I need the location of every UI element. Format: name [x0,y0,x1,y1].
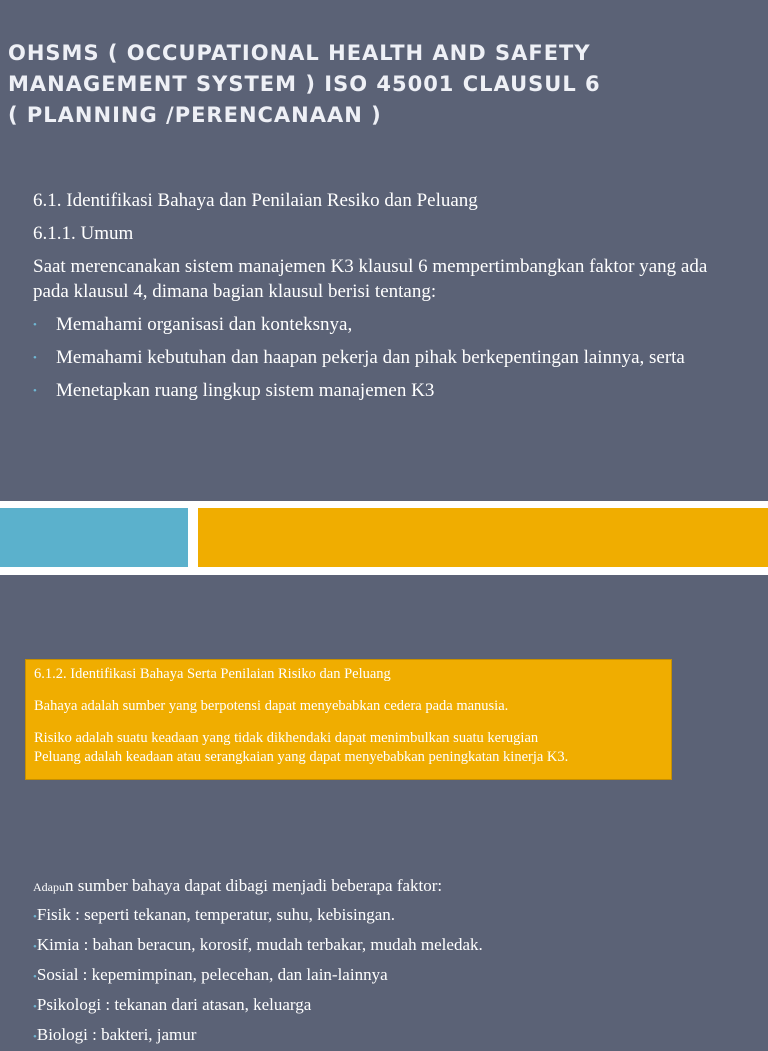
section-subheading: 6.1.1. Umum [33,223,134,244]
bullet-text: Memahami kebutuhan dan haapan pekerja dan pihak berkepentingan lainnya, serta [56,347,685,368]
hazard-item [33,991,733,1021]
box-bahaya-text: Bahaya adalah sumber yang berpotensi dapat menyebabkan cedera pada manusia. [34,698,509,714]
bullet-icon: • [33,941,37,953]
divider-orange-block [198,508,768,567]
bullet-list [33,312,733,403]
section-paragraph: Saat merencanakan sistem manajemen K3 klausul 6 mempertimbangkan faktor yang ada pada klausul 4, dimana bagian klausul berisi tentang: [33,256,708,302]
definition-box [25,659,672,780]
bullet-item [33,345,733,370]
bullet-icon: • [33,971,37,983]
bullet-icon: • [33,385,37,397]
hazard-intro-small: Adapu [33,880,65,894]
bullet-item [33,378,733,403]
section-6-1 [33,188,733,411]
bullet-icon: • [33,319,37,331]
hazard-intro [33,872,733,901]
hazard-item-text: Kimia : bahan beracun, korosif, mudah terbakar, mudah meledak. [36,935,483,954]
box-heading: 6.1.2. Identifikasi Bahaya Serta Penilaian Risiko dan Peluang [34,666,391,682]
bullet-text: Memahami organisasi dan konteksnya, [56,314,353,335]
bullet-text: Menetapkan ruang lingkup sistem manajemen K3 [56,380,435,401]
bullet-item [33,312,733,337]
hazard-item [33,901,733,931]
hazard-item-text: Psikologi : tekanan dari atasan, keluarga [36,995,312,1014]
title-line-2: MANAGEMENT SYSTEM ) ISO 45001 CLAUSUL 6 [8,72,601,96]
hazard-intro-rest: n sumber bahaya dapat dibagi menjadi beberapa faktor: [65,876,443,895]
box-risiko-text: Risiko adalah suatu keadaan yang tidak dikhendaki dapat menimbulkan suatu kerugian [34,730,539,746]
box-peluang-text: Peluang adalah keadaan atau serangkaian yang dapat menyebabkan peningkatan kinerja K3. [34,749,569,765]
hazard-item-text: Fisik : seperti tekanan, temperatur, suhu, kebisingan. [36,905,395,924]
hazard-item [33,931,733,961]
hazard-item [33,1021,733,1051]
bullet-icon: • [33,1001,37,1013]
hazard-item-text: Biologi : bakteri, jamur [36,1025,197,1044]
hazard-item [33,961,733,991]
bullet-icon: • [33,911,37,923]
bullet-icon: • [33,352,37,364]
section-heading: 6.1. Identifikasi Bahaya dan Penilaian Resiko dan Peluang [33,190,478,211]
hazard-factors [33,872,733,1051]
title-line-3: ( PLANNING /PERENCANAAN ) [8,103,382,127]
slide-title [8,38,758,131]
bullet-icon: • [33,1031,37,1043]
divider-blue-block [0,508,188,567]
hazard-item-text: Sosial : kepemimpinan, pelecehan, dan lain-lainnya [36,965,388,984]
title-line-1: OHSMS ( OCCUPATIONAL HEALTH AND SAFETY [8,41,591,65]
